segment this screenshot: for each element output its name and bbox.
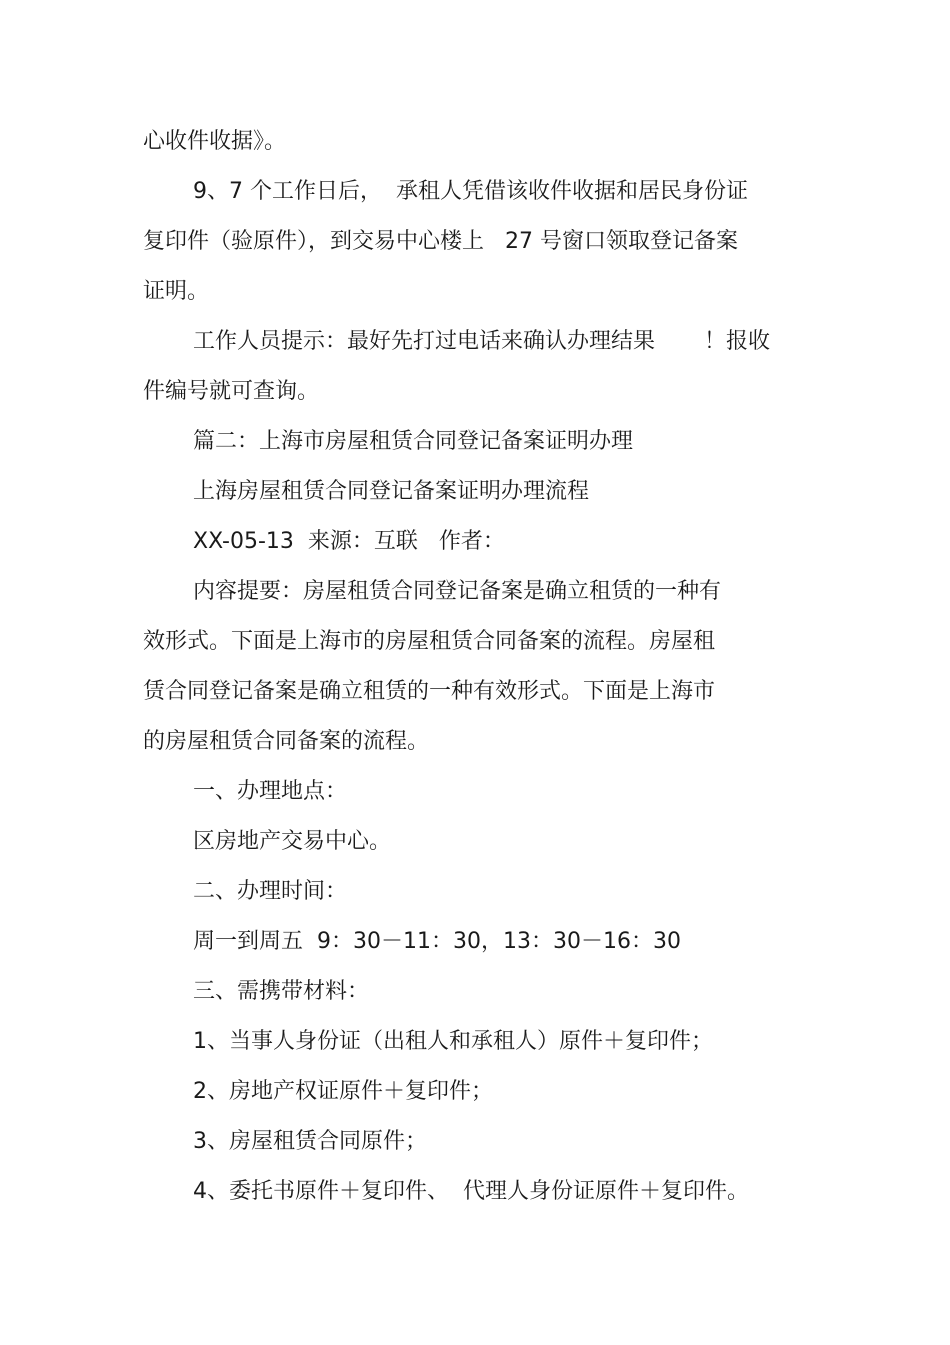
text-line: 效形式。下面是上海市的房屋租赁合同备案的流程。房屋租 bbox=[143, 629, 716, 654]
text-line: 工作人员提示：最好先打过电话来确认办理结果 ！报收 bbox=[193, 329, 770, 354]
text-line: 内容提要：房屋租赁合同登记备案是确立租赁的一种有 bbox=[193, 579, 722, 604]
text-line: 心收件收据》。 bbox=[143, 129, 287, 154]
section-heading: 一、办理地点： bbox=[193, 779, 348, 804]
text-line: 9、7 个工作日后， 承租人凭借该收件收据和居民身份证 bbox=[193, 179, 748, 204]
article-meta: XX-05-13 来源：互联 作者： bbox=[193, 529, 505, 554]
list-item: 1、当事人身份证（出租人和承租人）原件＋复印件； bbox=[193, 1029, 713, 1054]
section-title: 篇二：上海市房屋租赁合同登记备案证明办理 bbox=[193, 429, 634, 454]
list-item: 3、房屋租赁合同原件； bbox=[193, 1129, 427, 1154]
text-line: 证明。 bbox=[143, 279, 210, 304]
list-item: 2、房地产权证原件＋复印件； bbox=[193, 1079, 493, 1104]
list-item: 4、委托书原件＋复印件、 代理人身份证原件＋复印件。 bbox=[193, 1179, 749, 1204]
text-line: 赁合同登记备案是确立租赁的一种有效形式。下面是上海市 bbox=[143, 679, 716, 704]
section-heading: 二、办理时间： bbox=[193, 879, 348, 904]
text-line: 件编号就可查询。 bbox=[143, 379, 320, 404]
text-line: 复印件（验原件），到交易中心楼上 27 号窗口领取登记备案 bbox=[143, 229, 738, 254]
text-line: 的房屋租赁合同备案的流程。 bbox=[143, 729, 430, 754]
text-line: 周一到周五 9：30－11：30，13：30－16：30 bbox=[193, 929, 681, 954]
text-line: 区房地产交易中心。 bbox=[193, 829, 392, 854]
article-title: 上海房屋租赁合同登记备案证明办理流程 bbox=[193, 479, 590, 504]
section-heading: 三、需携带材料： bbox=[193, 979, 370, 1004]
